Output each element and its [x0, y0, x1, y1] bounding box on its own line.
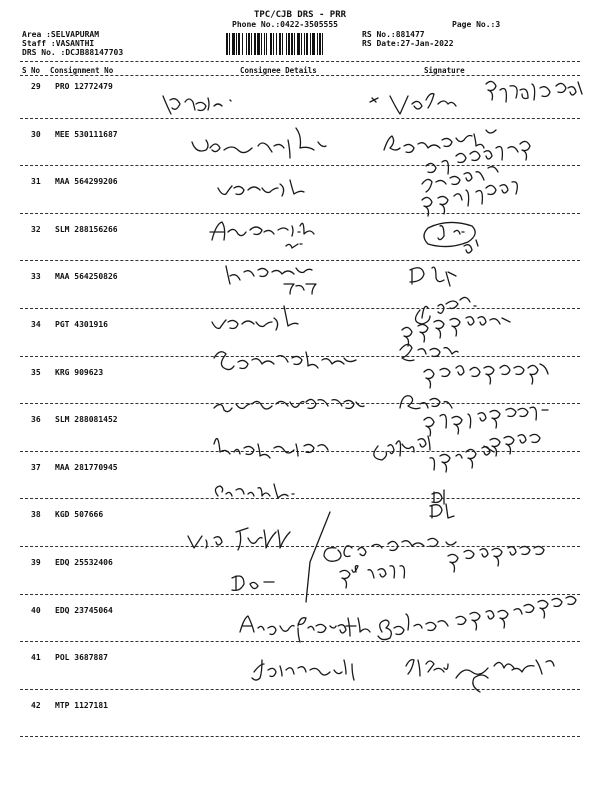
row-consignment-number: PRO 12772479: [55, 82, 113, 91]
row-consignment-number: POL 3687887: [55, 653, 108, 663]
handwriting-33: [226, 266, 316, 294]
page-number: Page No.:3: [452, 20, 501, 29]
row-serial-number: 32: [31, 224, 41, 234]
area-label: Area :SELVAPURAM: [22, 30, 100, 39]
rs-date: RS Date:27-Jan-2022: [362, 39, 454, 48]
handwriting-35: [214, 352, 356, 370]
drs-number: DRS No. :DCJB88147703: [22, 48, 124, 57]
signature-31-phone: [422, 182, 517, 216]
document-title: TPC/CJB DRS - PRR: [253, 10, 347, 20]
handwriting-38: [215, 484, 294, 498]
row-serial-number: 29: [31, 82, 41, 91]
phone-number: Phone No.:0422-3505555: [232, 20, 338, 29]
row-consignment-number: MAA 564299206: [55, 177, 118, 187]
row-serial-number: 36: [31, 415, 41, 425]
row-serial-number: 38: [31, 510, 41, 520]
handwriting-32: [210, 222, 314, 248]
signature-40: [306, 512, 456, 602]
signature-30: [384, 130, 496, 153]
signature-29: [370, 94, 456, 114]
signature-32: [424, 222, 478, 253]
row-consignment-number: PGT 4301916: [55, 320, 108, 329]
handwriting-36: [214, 399, 364, 411]
row-consignment-number: KRG 909623: [55, 367, 104, 377]
handwriting-39: [188, 528, 290, 550]
handwriting-41: [240, 616, 370, 642]
signature-37: [374, 436, 430, 460]
row-consignment-number: SLM 288156266: [55, 224, 118, 234]
handwriting-42: [252, 660, 354, 680]
signature-38: [432, 490, 444, 504]
signature-34: [415, 297, 476, 324]
row-consignment-number: MTP 1127181: [55, 700, 108, 710]
row-consignment-number: EDQ 25532406: [55, 558, 113, 567]
row-serial-number: 30: [31, 129, 41, 139]
signature-41: [378, 614, 448, 640]
consignee-handwriting: [163, 96, 370, 680]
signature-40-phone-2: [340, 566, 405, 588]
signature-35: [400, 344, 458, 360]
row-serial-number: 33: [31, 272, 41, 282]
row-serial-number: 41: [31, 653, 41, 663]
signature-34-phone: [402, 317, 510, 346]
row-serial-number: 34: [31, 320, 41, 329]
signature-42: [406, 660, 554, 692]
handwriting-31: [218, 180, 304, 196]
column-header-consignee: Consignee Details: [240, 66, 317, 75]
handwriting-40: [232, 576, 274, 590]
handwriting-37: [214, 439, 328, 458]
signature-29-phone: [486, 81, 582, 102]
row-serial-number: 40: [31, 605, 41, 615]
handwriting-34: [212, 306, 298, 330]
signature-36: [400, 396, 452, 409]
row-consignment-number: MAA 281770945: [55, 462, 118, 472]
row-serial-number: 31: [31, 177, 41, 187]
row-serial-number: 37: [31, 462, 41, 472]
rs-number: RS No.:881477: [362, 30, 425, 39]
column-header-sno: S No: [22, 66, 41, 75]
row-serial-number: 35: [31, 367, 41, 377]
row-consignment-number: MEE 530111687: [55, 129, 118, 139]
signature-37-phone: [430, 434, 540, 472]
signature-handwriting: [306, 81, 582, 692]
row-consignment-number: SLM 288081452: [55, 415, 118, 425]
column-header-consignment: Consignment No: [50, 66, 114, 75]
staff-label: Staff :VASANTHI: [22, 39, 95, 48]
signature-40-phone: [448, 546, 544, 572]
column-header-signature: Signature: [424, 66, 465, 75]
row-consignment-number: MAA 564250826: [55, 272, 118, 282]
handwriting-30: [192, 128, 326, 158]
signature-36-phone: [424, 407, 548, 436]
handwriting-29: [163, 96, 231, 114]
signature-30-phone: [426, 141, 530, 174]
signature-41-phone: [456, 596, 576, 630]
row-consignment-number: EDQ 23745064: [55, 605, 113, 615]
signature-35-phone: [424, 364, 548, 388]
signature-39: [430, 504, 454, 518]
signature-33: [410, 267, 456, 286]
row-serial-number: 42: [31, 700, 41, 710]
row-serial-number: 39: [31, 558, 41, 567]
row-consignment-number: KGD 507666: [55, 510, 104, 520]
